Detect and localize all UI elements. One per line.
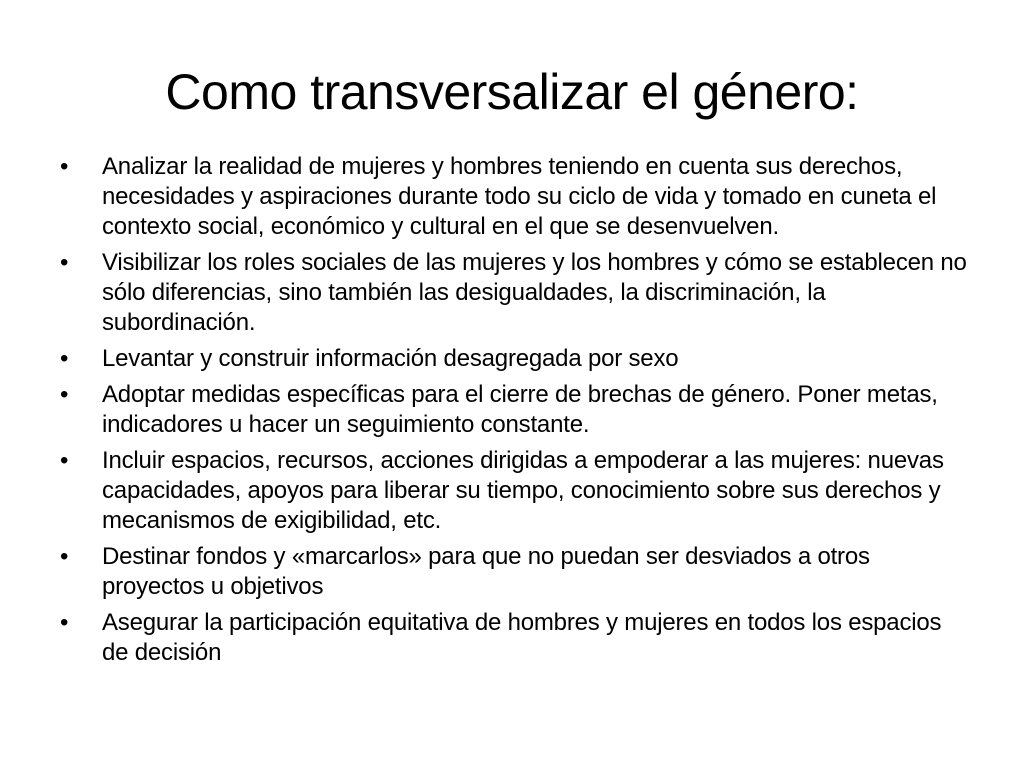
bullet-text: Analizar la realidad de mujeres y hombres teniendo en cuenta sus derechos, necesidades y aspiraciones durante todo su ciclo de vida y tomado en cuneta el contexto social, económico y cultural en el que se desenvuelven.: [102, 153, 937, 240]
bullet-text: Levantar y construir información desagregada por sexo: [102, 345, 679, 372]
bullet-item: [60, 152, 970, 242]
bullet-text: Destinar fondos y «marcarlos» para que no puedan ser desviados a otros proyectos u objetivos: [102, 543, 870, 600]
bullet-item: [60, 248, 970, 338]
bullet-icon: •: [60, 345, 69, 372]
bullet-icon: •: [60, 609, 69, 636]
bullet-item: [60, 380, 970, 440]
bullet-icon: •: [60, 381, 69, 408]
bullet-text: Adoptar medidas específicas para el cierre de brechas de género. Poner metas, indicadores u hacer un seguimiento constante.: [102, 381, 938, 438]
bullet-list: [60, 152, 970, 674]
bullet-text: Visibilizar los roles sociales de las mujeres y los hombres y cómo se establecen no sólo diferencias, sino también las desigualdades, la discriminación, la subordinación.: [102, 249, 967, 336]
bullet-item: [60, 344, 970, 374]
slide-title: Como transversalizar el género:: [165, 64, 859, 120]
bullet-text: Incluir espacios, recursos, acciones dirigidas a empoderar a las mujeres: nuevas capacidades, apoyos para liberar su tiempo, conocimiento sobre sus derechos y mecanismos de exigibilidad, etc.: [102, 447, 944, 534]
bullet-item: [60, 446, 970, 536]
bullet-icon: •: [60, 447, 69, 474]
bullet-icon: •: [60, 543, 69, 570]
bullet-item: [60, 608, 970, 668]
bullet-icon: •: [60, 153, 69, 180]
bullet-icon: •: [60, 249, 69, 276]
bullet-text: Asegurar la participación equitativa de hombres y mujeres en todos los espacios de decisión: [102, 609, 942, 666]
bullet-item: [60, 542, 970, 602]
